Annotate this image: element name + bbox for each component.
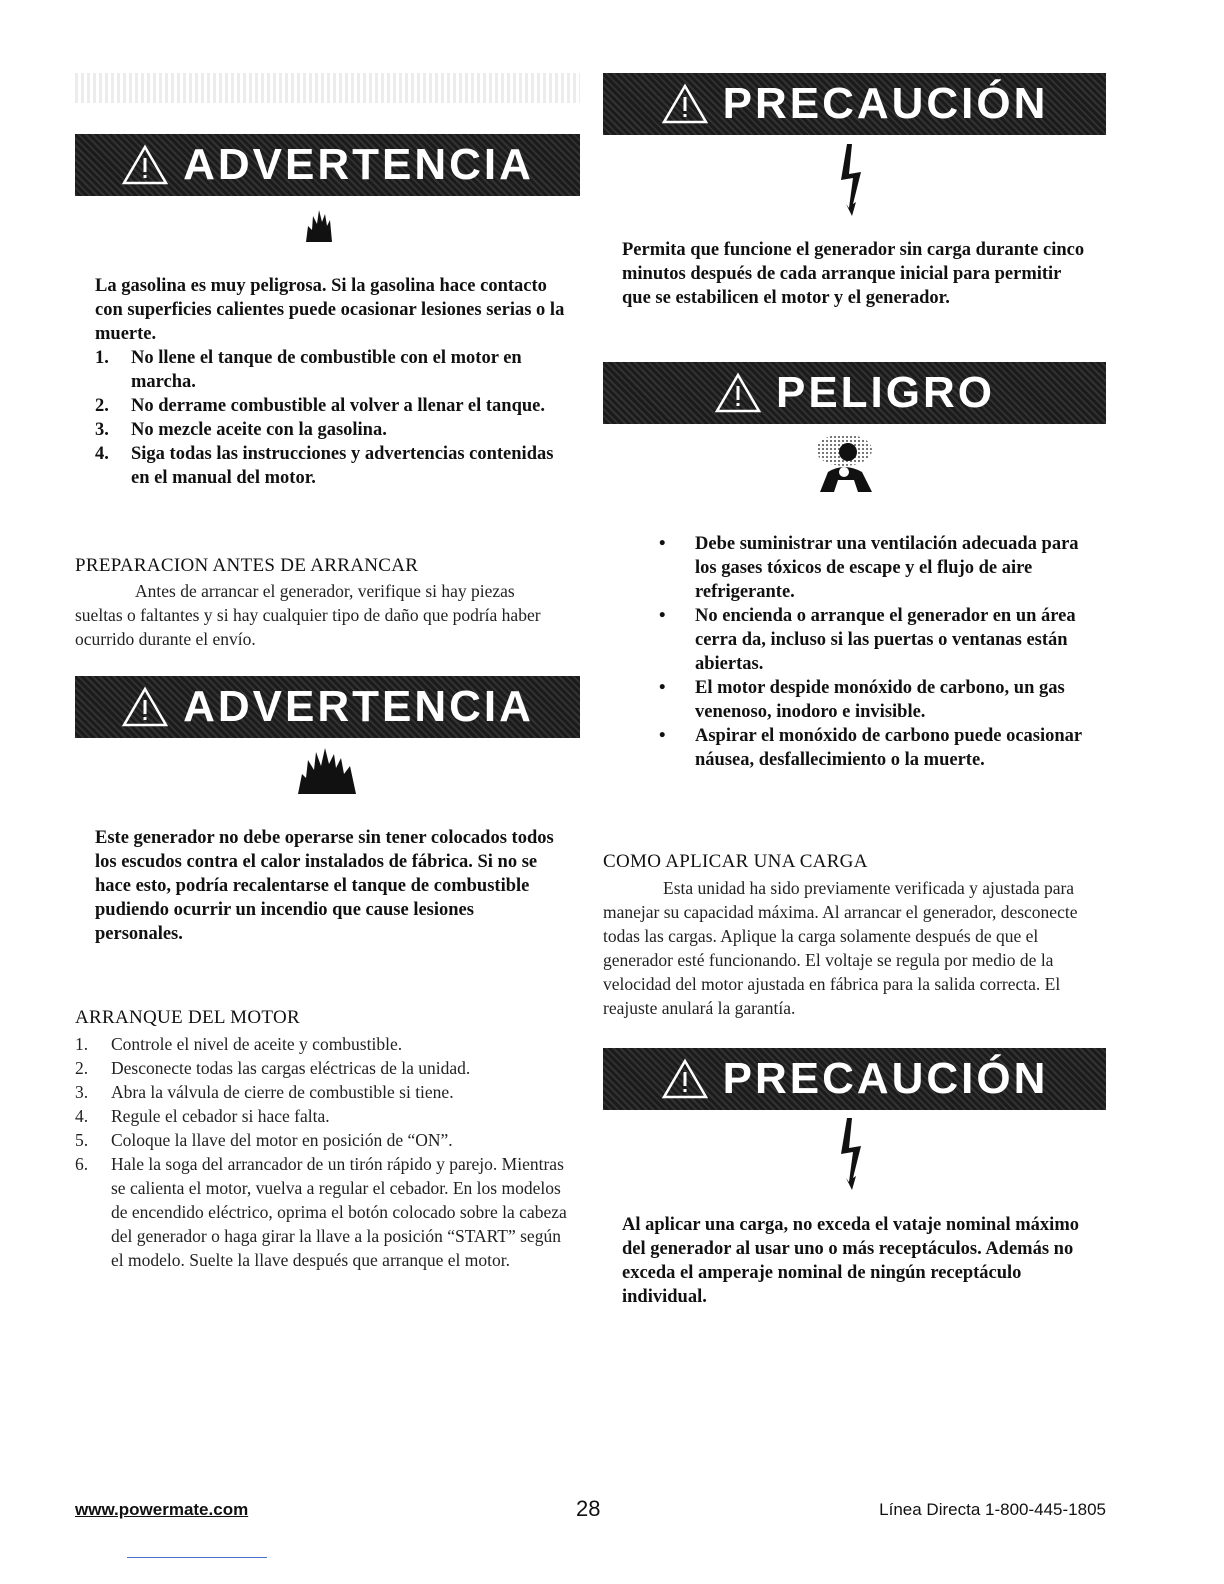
list-item: • Debe suministrar una ventilación adecuada para los gases tóxicos de escape y el flujo de aire refrigerante. bbox=[659, 534, 1079, 602]
warning-triangle-icon bbox=[121, 144, 169, 186]
banner-label: PELIGRO bbox=[775, 368, 996, 417]
advertencia-banner-2 bbox=[75, 676, 580, 738]
toxic-fumes-icon bbox=[814, 432, 876, 494]
precaucion-banner-2 bbox=[603, 1048, 1106, 1110]
electric-shock-icon bbox=[838, 142, 864, 218]
gasolina-warning bbox=[95, 274, 565, 490]
list-item: 1. Controle el nivel de aceite y combustible. bbox=[75, 1034, 403, 1054]
warning-triangle-icon bbox=[661, 83, 709, 125]
banner-label: PRECAUCIÓN bbox=[722, 79, 1049, 128]
bullet-icon: • bbox=[659, 534, 666, 554]
list-item: 2. No derrame combustible al volver a llenar el tanque. bbox=[95, 396, 545, 416]
peligro-list bbox=[603, 532, 1093, 772]
faint-header-bar bbox=[75, 73, 580, 103]
list-item: 2. Desconecte todas las cargas eléctricas de la unidad. bbox=[75, 1058, 471, 1078]
banner-label: ADVERTENCIA bbox=[183, 682, 534, 731]
gasolina-intro: La gasolina es muy peligrosa. Si la gasolina hace contacto con superficies calientes puede ocasionar lesiones serias o la muerte. bbox=[95, 276, 565, 344]
bullet-icon: • bbox=[659, 726, 666, 746]
preparacion-title: PREPARACION ANTES DE ARRANCAR bbox=[75, 555, 419, 576]
website-link[interactable]: www.powermate.com bbox=[75, 1500, 249, 1519]
banner-label: ADVERTENCIA bbox=[183, 140, 534, 189]
fire-icon bbox=[304, 204, 334, 244]
escudos-warning: Este generador no debe operarse sin tener colocados todos los escudos contra el calor instalados de fábrica. Si no se hace esto, podría recalentarse el tanque de combustible pudiendo ocurrir un incendio que cause lesiones personales. bbox=[95, 828, 554, 944]
banner-label: PRECAUCIÓN bbox=[722, 1054, 1049, 1103]
arranque-steps bbox=[75, 1032, 575, 1272]
list-item: 3. No mezcle aceite con la gasolina. bbox=[95, 420, 387, 440]
list-item: 1. No llene el tanque de combustible con el motor en marcha. bbox=[95, 348, 522, 392]
bullet-icon: • bbox=[659, 678, 666, 698]
arranque-title: ARRANQUE DEL MOTOR bbox=[75, 1007, 300, 1028]
page-number: 28 bbox=[576, 1496, 601, 1521]
carga-body: Esta unidad ha sido previamente verificada y ajustada para manejar su capacidad máxima. Al arrancar el generador, desconecte todas las cargas. Aplique la carga solamente después de que el generador esté funcionando. El voltaje se regula por medio de la velocidad del motor ajustada en fábrica para la salida correcta. El reajuste anulará la garantía. bbox=[603, 878, 1078, 1018]
precaucion-banner-1 bbox=[603, 73, 1106, 135]
list-item: • No encienda o arranque el generador en un área cerra da, incluso si las puertas o ventanas están abiertas. bbox=[659, 606, 1076, 674]
warning-triangle-icon bbox=[714, 372, 762, 414]
warning-triangle-icon bbox=[661, 1058, 709, 1100]
list-item: • El motor despide monóxido de carbono, un gas venenoso, inodoro e invisible. bbox=[659, 678, 1065, 722]
list-item: • Aspirar el monóxido de carbono puede ocasionar náusea, desfallecimiento o la muerte. bbox=[659, 726, 1082, 770]
hotline-text: Línea Directa 1-800-445-1805 bbox=[879, 1500, 1106, 1519]
advertencia-banner-1 bbox=[75, 134, 580, 196]
list-item: 6. Hale la soga del arrancador de un tirón rápido y parejo. Mientras se calienta el motor, vuelva a regular el cebador. En los modelos de encendido eléctrico, oprima el botón colocado sobre la cabeza del generador o haga girar la llave a la posición “START” según el modelo. Suelte la llave después que arranque el motor. bbox=[75, 1154, 567, 1270]
bullet-icon: • bbox=[659, 606, 666, 626]
vataje-caution: Al aplicar una carga, no exceda el vataje nominal máximo del generador al usar uno o más receptáculos. Además no exceda el amperaje nominal de ningún receptáculo individual. bbox=[622, 1215, 1079, 1307]
preparacion-body: Antes de arrancar el generador, verifique si hay piezas sueltas o faltantes y si hay cualquier tipo de daño que podría haber ocurrido durante el envío. bbox=[75, 581, 541, 649]
bottom-rule bbox=[127, 1557, 267, 1558]
warning-triangle-icon bbox=[121, 686, 169, 728]
peligro-banner bbox=[603, 362, 1106, 424]
list-item: 4. Regule el cebador si hace falta. bbox=[75, 1106, 330, 1126]
carga-title: COMO APLICAR UNA CARGA bbox=[603, 851, 868, 872]
sin-carga-caution: Permita que funcione el generador sin carga durante cinco minutos después de cada arranque inicial para permitir que se estabilicen el motor y el generador. bbox=[622, 240, 1085, 308]
electric-shock-icon bbox=[838, 1116, 864, 1192]
list-item: 3. Abra la válvula de cierre de combustible si tiene. bbox=[75, 1082, 454, 1102]
fire-icon bbox=[296, 744, 360, 796]
list-item: 5. Coloque la llave del motor en posición de “ON”. bbox=[75, 1130, 453, 1150]
list-item: 4. Siga todas las instrucciones y advertencias contenidas en el manual del motor. bbox=[95, 444, 554, 488]
